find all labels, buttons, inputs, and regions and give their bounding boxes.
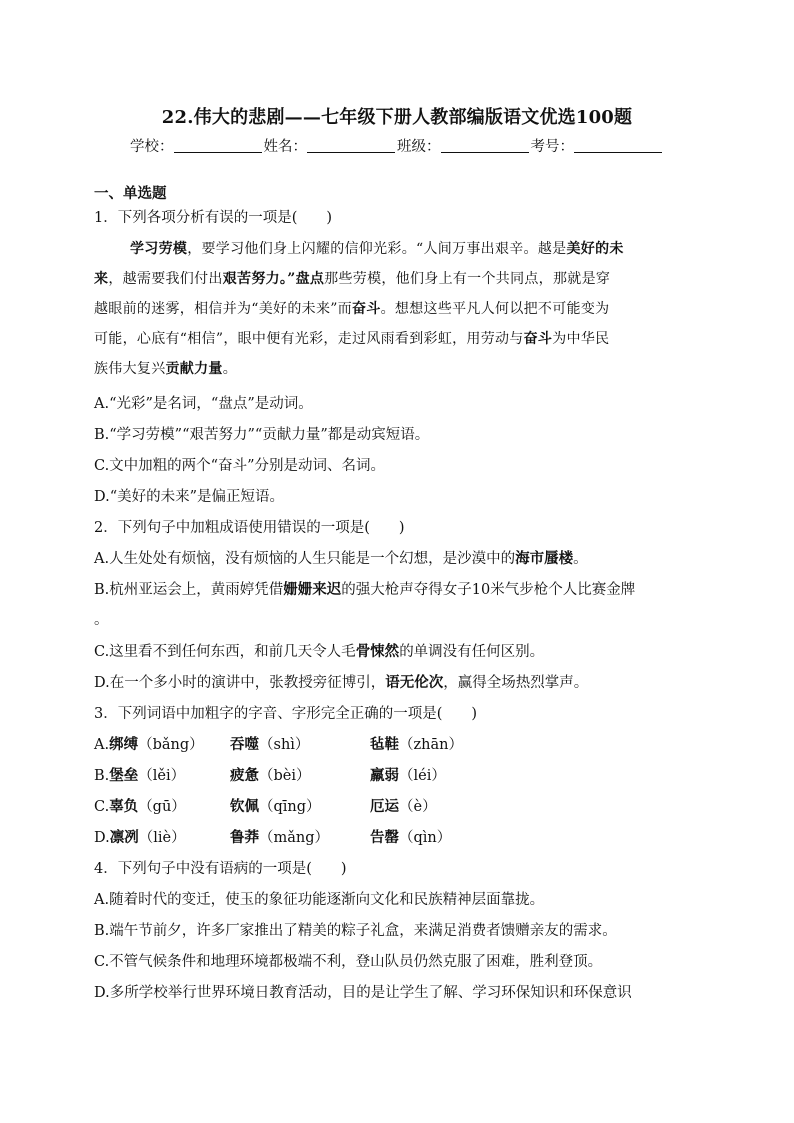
q1-option-b[interactable]: B.“学习劳模”“艰苦努力”“贡献力量”都是动宾短语。 [94,427,430,443]
q4-stem: 4．下列句子中没有语病的一项是( ) [94,861,347,877]
q2-option-d[interactable]: D.在一个多小时的演讲中，张教授旁征博引，语无伦次，赢得全场热烈掌声。 [94,674,589,691]
class-label: 班级： [397,139,441,155]
name-label: 姓名： [263,139,307,155]
q3-option-b[interactable]: B.堡垒（lěi） 疲惫（bèi） 羸弱（léi） [94,767,446,784]
q1-passage-line1: 学习劳模，要学习他们身上闪耀的信仰光彩。“人间万事出艰辛。越是美好的未 [130,241,624,257]
q4-option-c[interactable]: C.不管气候条件和地理环境都极端不利，登山队员仍然克服了困难，胜利登顶。 [94,954,603,970]
q2-option-b-continued: 。 [94,612,109,628]
section-heading: 一、单选题 [94,185,167,202]
number-blank[interactable] [574,139,662,153]
page-title: 22.伟大的悲剧——七年级下册人教部编版语文优选100题 [161,107,633,128]
class-blank[interactable] [441,139,529,153]
q2-option-b[interactable]: B.杭州亚运会上，黄雨婷凭借姗姗来迟的强大枪声夺得女子10米气步枪个人比赛金牌 [94,581,636,598]
q1-passage-line3: 越眼前的迷雾，相信并为“美好的未来”而奋斗。想想这些平凡人何以把不可能变为 [94,301,610,317]
q1-option-a[interactable]: A.“光彩”是名词，“盘点”是动词。 [94,396,313,412]
q3-stem: 3．下列词语中加粗字的字音、字形完全正确的一项是( ) [94,706,478,722]
q2-option-a[interactable]: A.人生处处有烦恼，没有烦恼的人生只能是一个幻想，是沙漠中的海市蜃楼。 [94,550,588,567]
q2-option-c[interactable]: C.这里看不到任何东西，和前几天令人毛骨悚然的单调没有任何区别。 [94,643,545,660]
q4-option-b[interactable]: B.端午节前夕，许多厂家推出了精美的粽子礼盒，来满足消费者馈赠亲友的需求。 [94,923,617,939]
q3-option-c[interactable]: C.辜负（gū） 钦佩（qīng） 厄运（è） [94,798,437,815]
q4-option-d[interactable]: D.多所学校举行世界环境日教育活动，目的是让学生了解、学习环保知识和环保意识 [94,985,632,1001]
number-label: 考号： [530,139,574,155]
q2-stem: 2．下列句子中加粗成语使用错误的一项是( ) [94,520,405,536]
q3-option-d[interactable]: D.凛冽（liè） 鲁莽（mǎng） 告罄（qìn） [94,829,452,846]
q1-passage-line5: 族伟大复兴贡献力量。 [94,361,238,377]
q1-passage-line2: 来，越需要我们付出艰苦努力。”盘点那些劳模，他们身上有一个共同点，那就是穿 [94,271,611,287]
q1-option-d[interactable]: D.“美好的未来”是偏正短语。 [94,489,285,505]
q1-stem: 1．下列各项分析有误的一项是( ) [94,210,333,226]
student-info-line [0,135,794,156]
q1-passage-line4: 可能，心底有“相信”，眼中便有光彩，走过风雨看到彩虹，用劳动与奋斗为中华民 [94,331,610,347]
school-label: 学校： [130,139,174,155]
q1-option-c[interactable]: C.文中加粗的两个“奋斗”分别是动词、名词。 [94,458,386,474]
school-blank[interactable] [174,139,262,153]
q3-option-a[interactable]: A.绑缚（bǎng） 吞噬（shì） 毡鞋（zhān） [94,736,463,753]
name-blank[interactable] [307,139,395,153]
q4-option-a[interactable]: A.随着时代的变迁，使玉的象征功能逐渐向文化和民族精神层面靠拢。 [94,892,545,908]
